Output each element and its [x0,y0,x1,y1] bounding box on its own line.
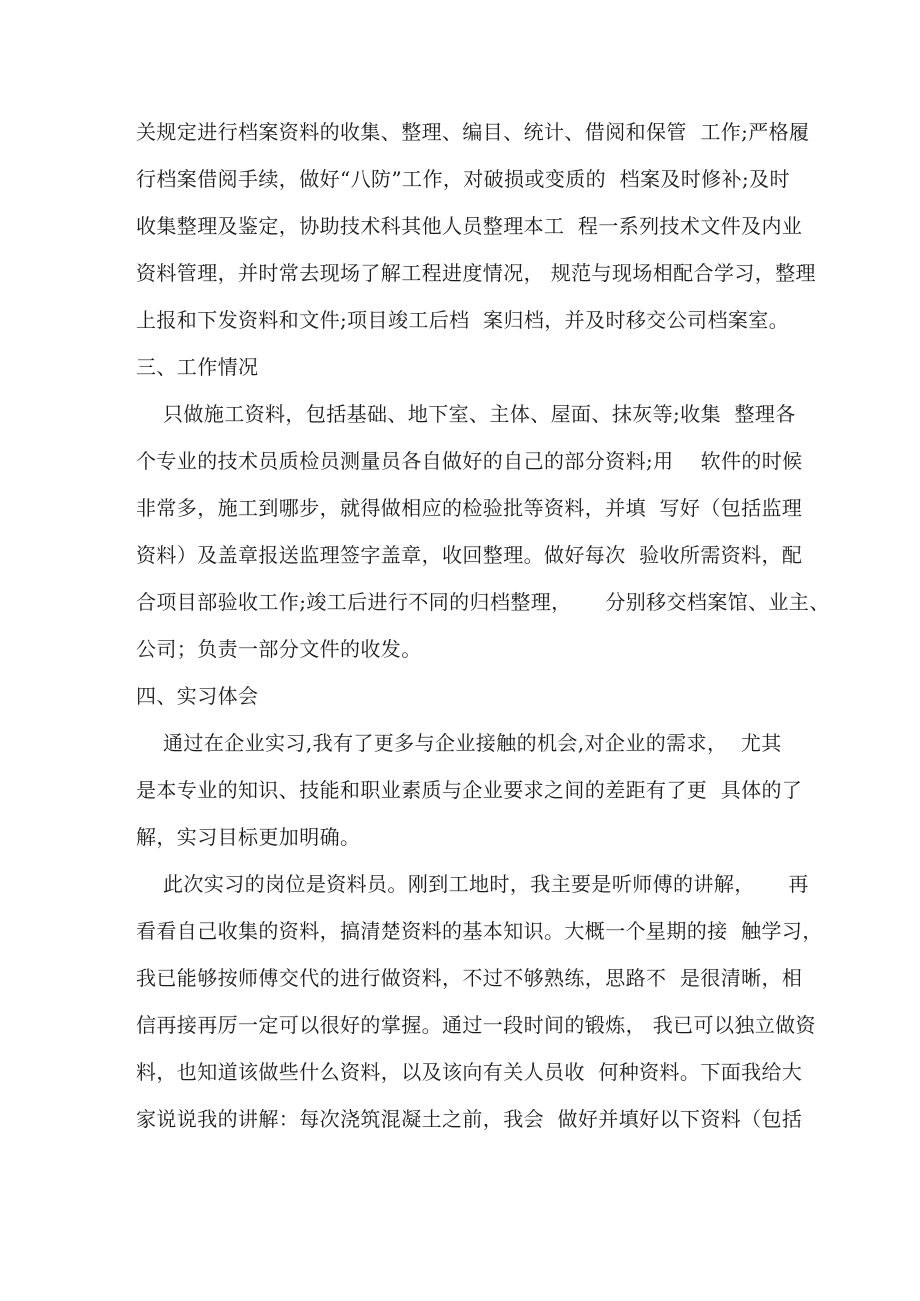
text-line: 解，实习目标更加明确。 [136,825,361,849]
text-line: 料，也知道该做些什么资料，以及该向有关人员收 何种资料。下面我给大 [136,1060,803,1084]
section-heading: 三、工作情况 [136,355,259,379]
section-heading: 四、实习体会 [136,684,259,708]
text-line: 是本专业的知识、技能和职业素质与企业要求之间的差距有了更 具体的了 [136,778,803,802]
text-line: 信再接再厉一定可以很好的掌握。通过一段时间的锻炼， 我已可以独立做资 [136,1013,816,1037]
text-line: 公司；负责一部分文件的收发。 [136,637,422,661]
text-line: 我已能够按师傅交代的进行做资料，不过不够熟练，思路不 是很清晰，相 [136,966,803,990]
text-line: 资料管理，并时常去现场了解工程进度情况， 规范与现场相配合学习，整理 [136,261,816,285]
text-line: 此次实习的岗位是资料员。刚到工地时，我主要是听师傅的讲解， 再 [136,872,809,896]
text-line: 上报和下发资料和文件;项目竣工后档 案归档，并及时移交公司档案室。 [136,308,790,332]
text-line: 资料）及盖章报送监理签字盖章，收回整理。做好每次 验收所需资料，配 [136,543,803,567]
text-line: 看看自己收集的资料，搞清楚资料的基本知识。大概一个星期的接 触学习， [136,919,823,943]
text-line: 收集整理及鉴定，协助技术科其他人员整理本工 程一系列技术文件及内业 [136,214,803,238]
text-line: 合项目部验收工作;竣工后进行不同的归档整理， 分别移交档案馆、业主、 [136,590,830,614]
text-line: 只做施工资料，包括基础、地下室、主体、屋面、抹灰等;收集 整理各 [136,402,796,426]
text-line: 非常多，施工到哪步，就得做相应的检验批等资料，并填 写好（包括监理 [136,496,803,520]
text-line: 关规定进行档案资料的收集、整理、编目、统计、借阅和保管 工作;严格履 [136,120,810,144]
text-line: 个专业的技术员质检员测量员各自做好的自己的部分资料;用 软件的时候 [136,449,803,473]
text-line: 家说说我的讲解：每次浇筑混凝土之前，我会 做好并填好以下资料（包括 [136,1107,803,1131]
text-line: 通过在企业实习,我有了更多与企业接触的机会,对企业的需求， 尤其 [136,731,782,755]
text-line: 行档案借阅手续，做好“八防”工作，对破损或变质的 档案及时修补;及时 [136,167,790,191]
